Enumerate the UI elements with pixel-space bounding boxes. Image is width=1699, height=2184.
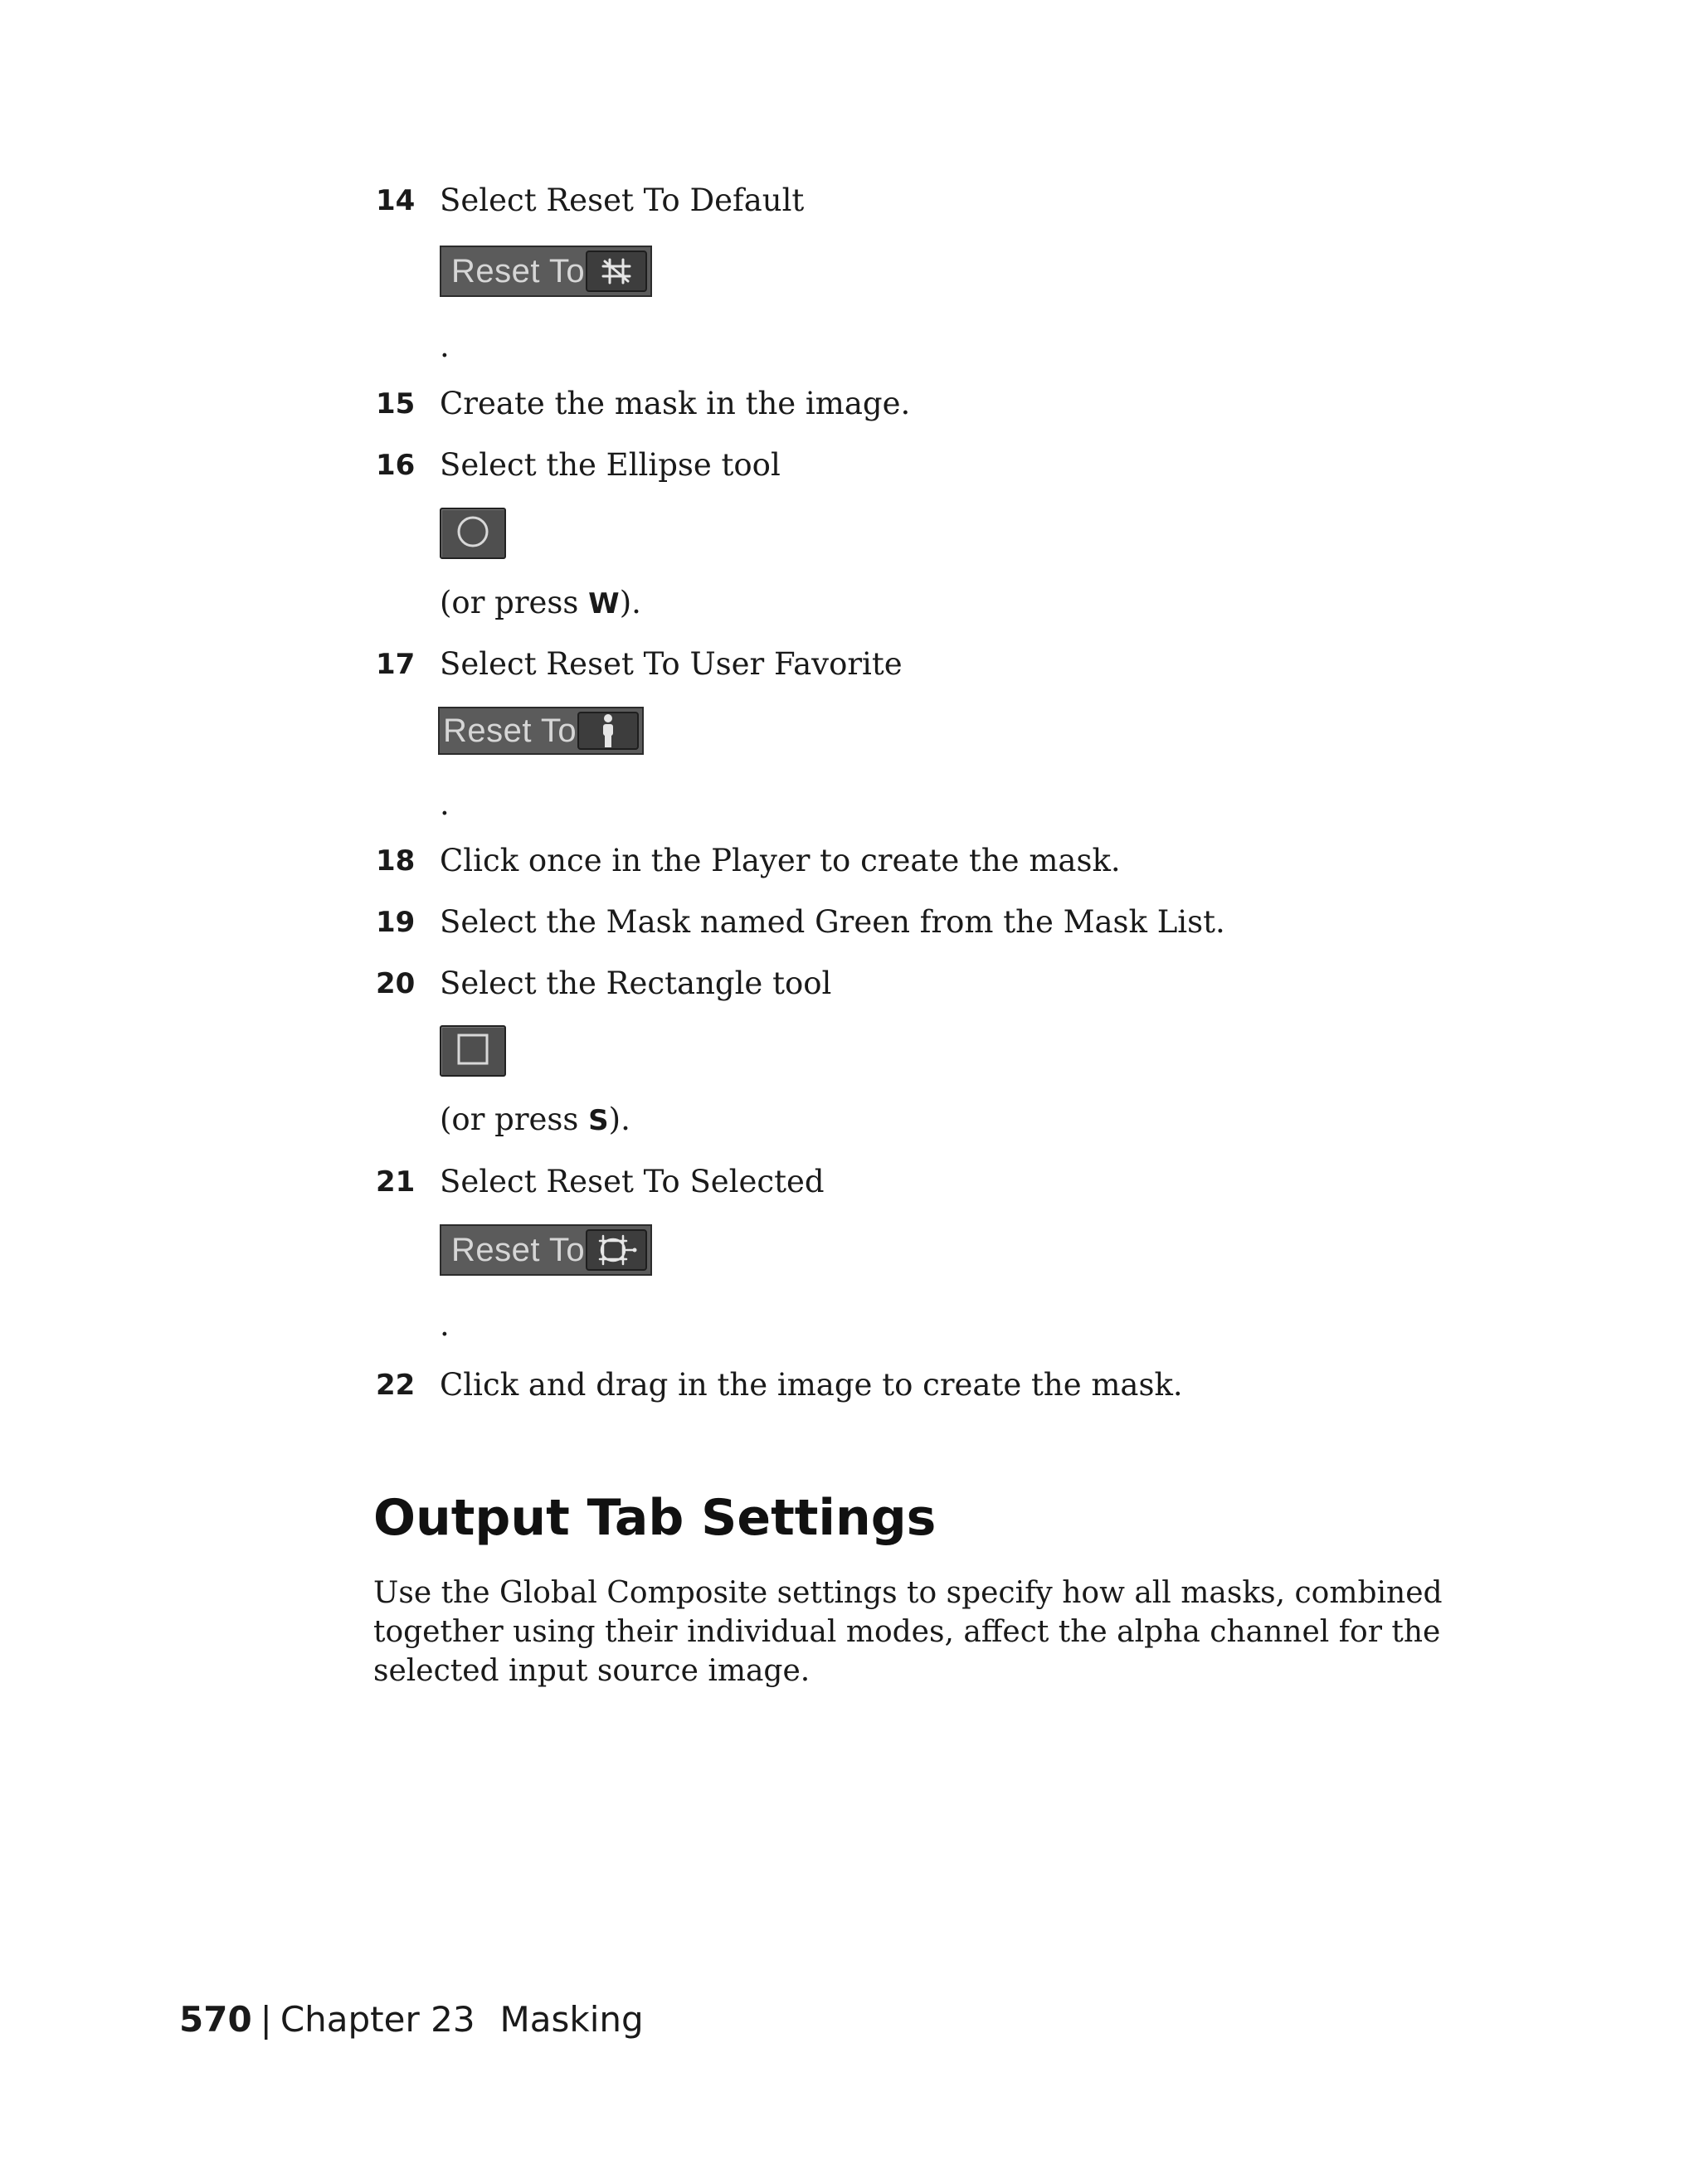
rectangle-icon (455, 1031, 491, 1072)
step-text-14: Select Reset To Default (440, 182, 805, 218)
step-number-18: 18 (376, 844, 416, 878)
step-number-17: 17 (376, 648, 416, 681)
step-number-21: 21 (376, 1165, 416, 1199)
press-s-after: ). (608, 1102, 630, 1137)
reset-to-user-favorite-button[interactable] (438, 707, 644, 755)
reset-to-label: Reset To (451, 252, 586, 289)
shortcut-key-s: S (588, 1104, 609, 1137)
step-text-16: Select the Ellipse tool (440, 447, 781, 483)
page-number: 570 (179, 1999, 252, 2040)
press-s-before: (or press (440, 1102, 589, 1137)
step-text-20: Select the Rectangle tool (440, 966, 832, 1001)
reset-to-label: Reset To (443, 712, 577, 749)
footer-chapter: Chapter 23 (280, 1999, 475, 2040)
step-number-14: 14 (376, 184, 416, 217)
user-favorite-icon (577, 712, 639, 750)
reset-default-icon (586, 251, 647, 292)
trailing-period-14: . (440, 328, 450, 364)
step-text-17: Select Reset To User Favorite (440, 646, 903, 682)
reset-selected-icon (586, 1229, 647, 1271)
section-paragraph: Use the Global Composite settings to specify how all masks, combined together using their individual modes, affect the alpha channel for the selected input source image. (373, 1576, 1443, 1688)
step-text-21: Select Reset To Selected (440, 1164, 825, 1199)
step-text-22: Click and drag in the image to create the mask. (440, 1367, 1183, 1403)
step-number-20: 20 (376, 967, 416, 1000)
ellipse-tool-button[interactable] (440, 508, 506, 559)
step-number-15: 15 (376, 387, 416, 421)
footer-chapter-title: Masking (499, 1999, 644, 2040)
step-text-18: Click once in the Player to create the mask. (440, 843, 1121, 878)
rectangle-tool-button[interactable] (440, 1025, 506, 1077)
press-s-hint (440, 1102, 630, 1139)
page-footer (179, 1999, 644, 2041)
press-w-after: ). (619, 585, 641, 620)
section-heading: Output Tab Settings (373, 1489, 937, 1547)
trailing-period-17: . (440, 786, 450, 822)
step-number-19: 19 (376, 906, 416, 939)
trailing-period-21: . (440, 1307, 450, 1343)
step-text-19: Select the Mask named Green from the Mask List. (440, 904, 1225, 940)
press-w-hint (440, 585, 641, 622)
reset-to-label: Reset To (451, 1231, 586, 1268)
step-number-22: 22 (376, 1369, 416, 1402)
press-w-before: (or press (440, 585, 589, 620)
reset-to-default-button[interactable] (440, 246, 652, 297)
step-text-15: Create the mask in the image. (440, 386, 911, 421)
step-number-16: 16 (376, 449, 416, 482)
footer-separator: | (260, 1999, 272, 2040)
shortcut-key-w: W (588, 587, 620, 620)
reset-to-selected-button[interactable] (440, 1224, 652, 1276)
ellipse-icon (455, 513, 491, 554)
